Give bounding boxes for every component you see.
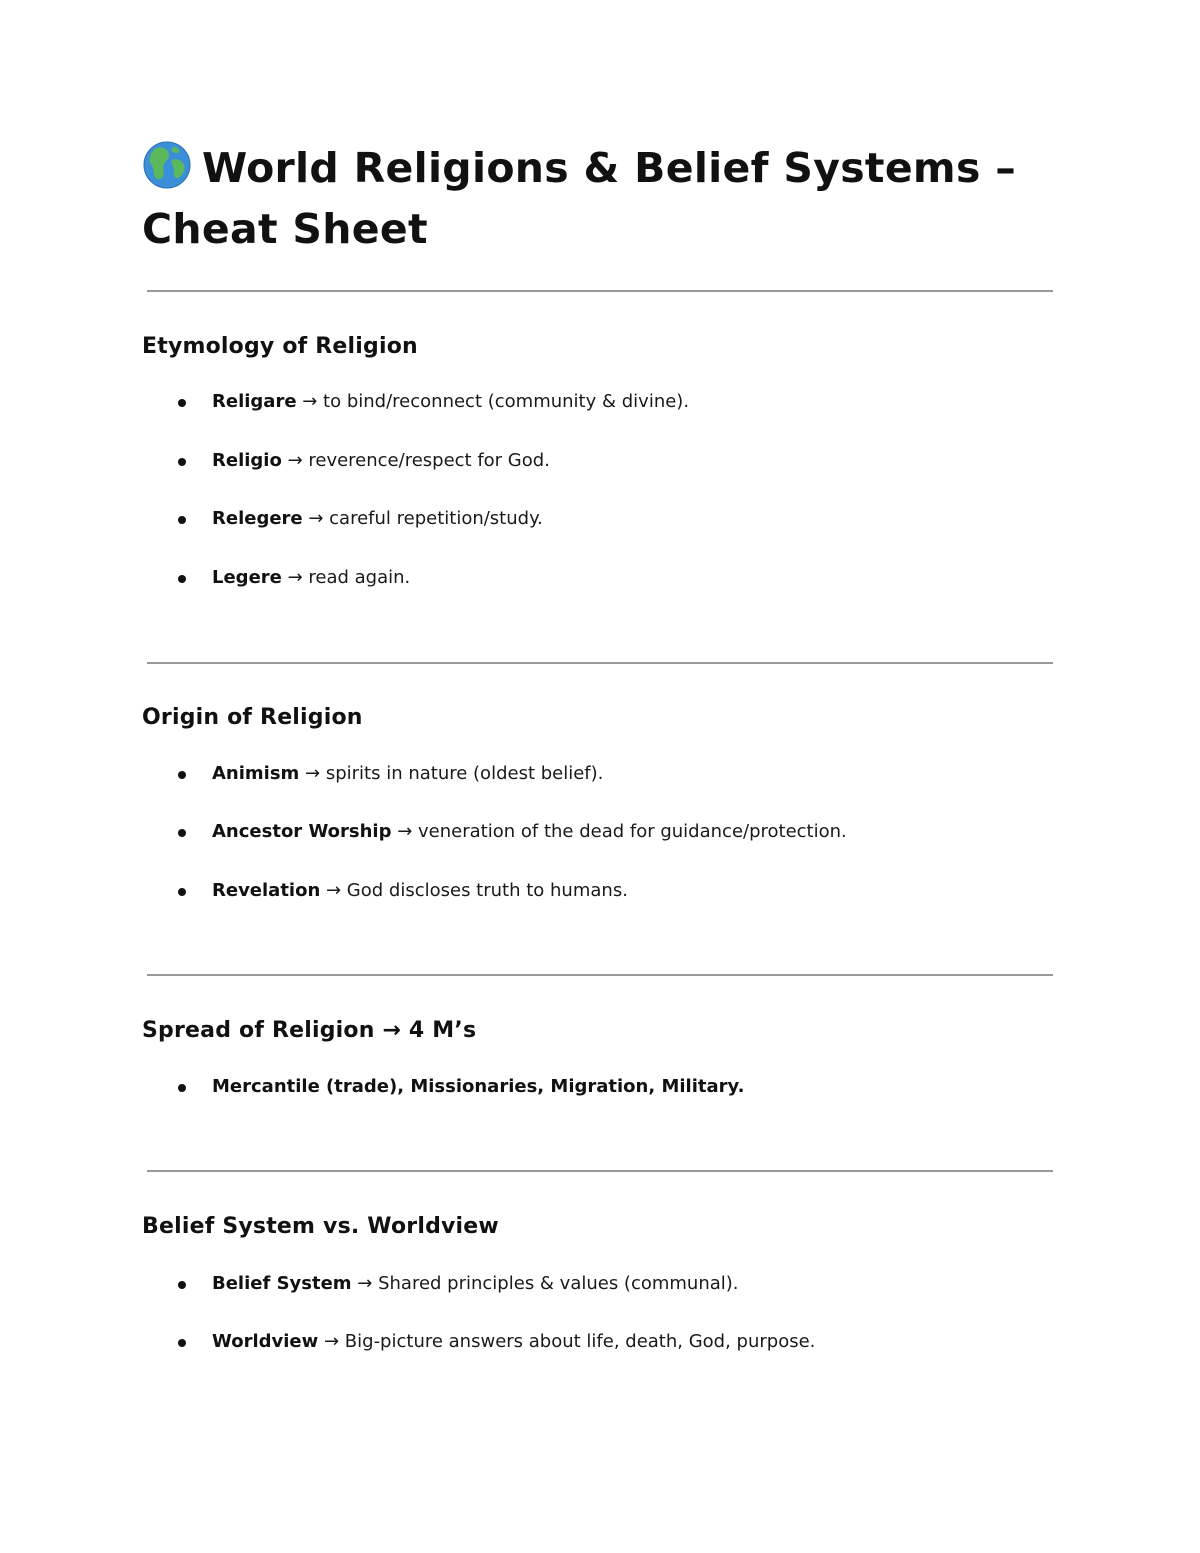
bullet-icon: [178, 1281, 186, 1289]
divider: [147, 290, 1053, 292]
item-term: Legere: [212, 567, 282, 588]
bullet-icon: [178, 516, 186, 524]
item-description: → read again.: [281, 567, 411, 588]
item-term: Revelation: [212, 880, 321, 901]
item-term: Relegere: [212, 508, 303, 529]
item-term: Animism: [212, 763, 300, 784]
item-term: Ancestor Worship: [212, 821, 392, 842]
page-title: [142, 138, 1082, 260]
item-description: → Big-picture answers about life, death, God, purpose.: [318, 1331, 816, 1352]
item-description: → reverence/respect for God.: [281, 450, 550, 471]
section-heading-etymology: Etymology of Religion: [142, 334, 418, 359]
item-description: → God discloses truth to humans.: [320, 880, 628, 901]
divider: [147, 974, 1053, 976]
divider: [147, 662, 1053, 664]
section-heading-origin: Origin of Religion: [142, 705, 363, 730]
item-description: → Shared principles & values (communal).: [351, 1273, 739, 1294]
bullet-icon: [178, 888, 186, 896]
bullet-icon: [178, 771, 186, 779]
section-heading-spread: Spread of Religion → 4 M’s: [142, 1018, 477, 1043]
item-term: Religare: [212, 391, 297, 412]
item-description: → to bind/reconnect (community & divine).: [296, 391, 690, 412]
item-term: Religio: [212, 450, 282, 471]
item-description: → veneration of the dead for guidance/protection.: [391, 821, 847, 842]
item-description: → careful repetition/study.: [302, 508, 543, 529]
bullet-icon: [178, 458, 186, 466]
bullet-icon: [178, 829, 186, 837]
section-heading-belief-worldview: Belief System vs. Worldview: [142, 1214, 499, 1239]
globe-icon: [142, 140, 192, 190]
item-term: Worldview: [212, 1331, 319, 1352]
item-term: Belief System: [212, 1273, 352, 1294]
title-line-1: World Religions & Belief Systems –: [202, 144, 1017, 192]
bullet-icon: [178, 399, 186, 407]
divider: [147, 1170, 1053, 1172]
bullet-icon: [178, 1339, 186, 1347]
bullet-icon: [178, 575, 186, 583]
title-line-2: Cheat Sheet: [142, 205, 428, 253]
item-description: → spirits in nature (oldest belief).: [299, 763, 604, 784]
item-term: Mercantile (trade), Missionaries, Migration, Military.: [212, 1076, 745, 1097]
bullet-icon: [178, 1084, 186, 1092]
